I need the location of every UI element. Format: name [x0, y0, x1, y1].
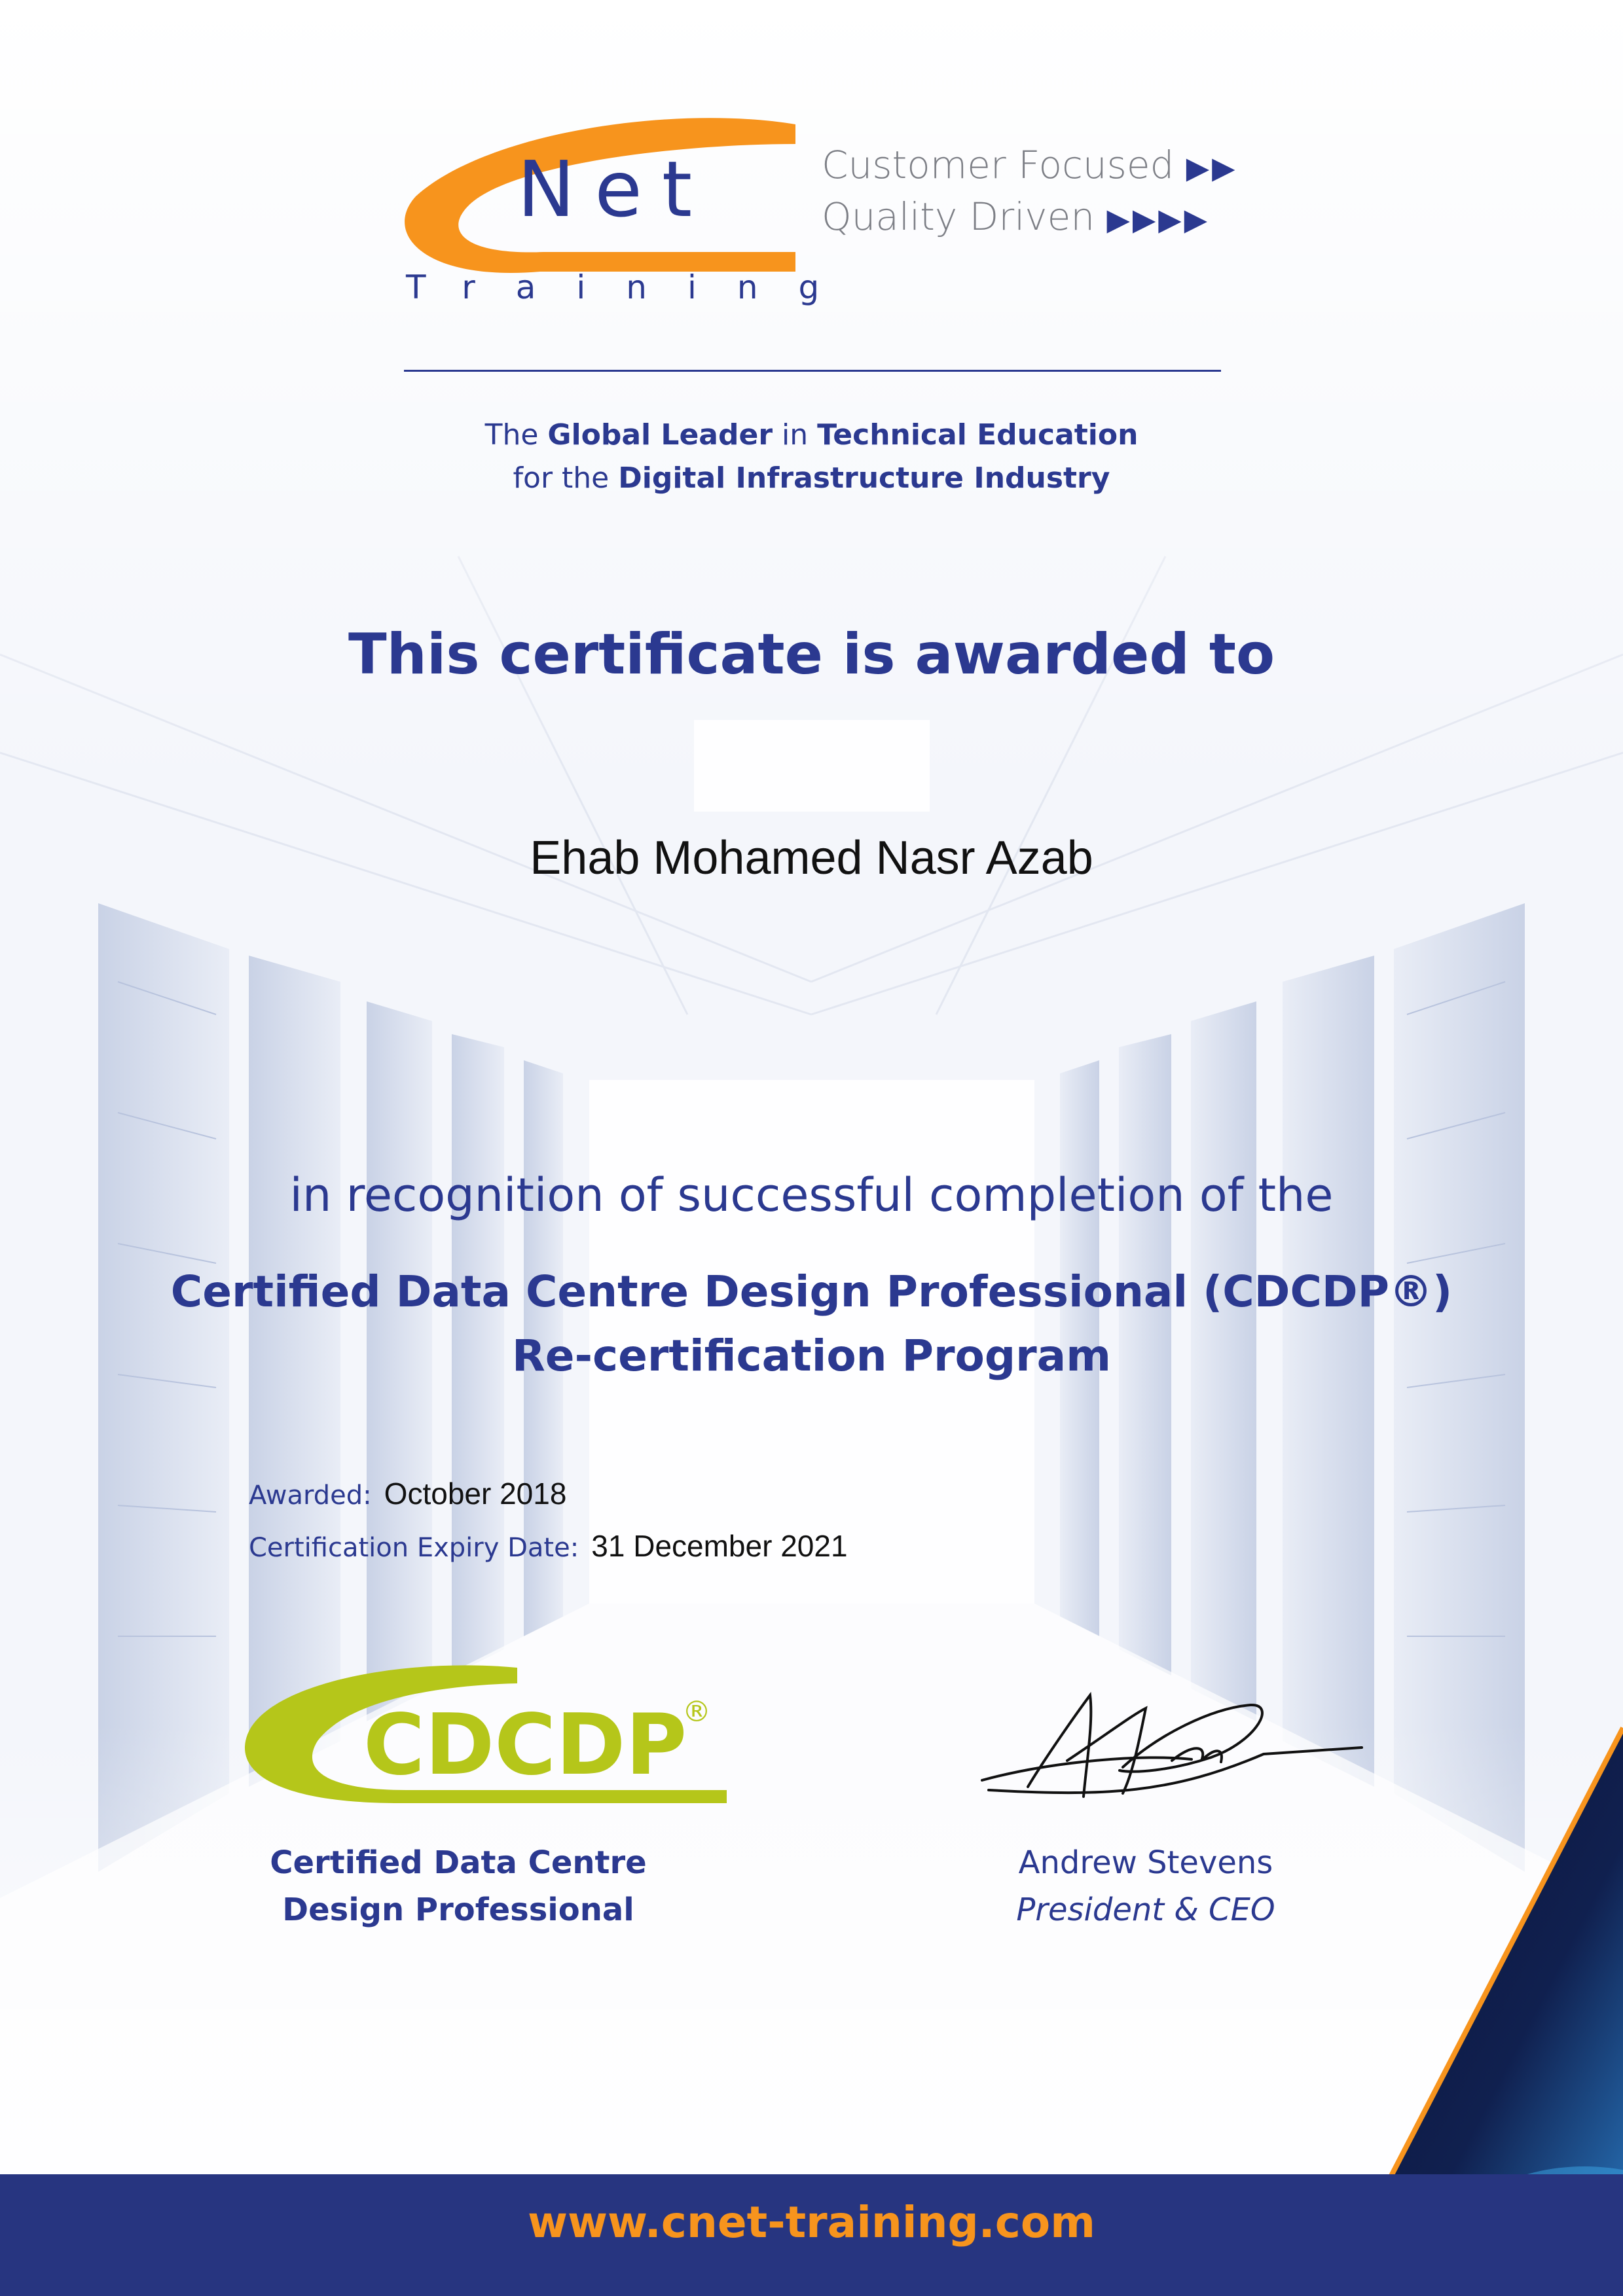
expiry-row: [249, 1528, 848, 1564]
program-name-line-2: Re-certification Program: [511, 1331, 1111, 1381]
footer-website-link[interactable]: www.cnet-training.com: [528, 2197, 1095, 2248]
logo-training-text: Training: [406, 268, 860, 306]
recognition-text: in recognition of successful completion of the: [289, 1168, 1334, 1222]
badge-caption-line-1: Certified Data Centre: [270, 1844, 647, 1881]
badge-caption: [196, 1839, 720, 1933]
header-divider: [404, 370, 1221, 372]
ceo-signature: [976, 1682, 1368, 1826]
tagline-line-2: [822, 191, 1210, 245]
signatory-name: Andrew Stevens: [1018, 1844, 1273, 1881]
tagline-text-1: Customer Focused: [822, 143, 1175, 187]
cdcdp-logo: [242, 1662, 727, 1820]
cdcdp-logo-text: CDCDP: [363, 1696, 687, 1794]
cdcdp-registered-mark: ®: [682, 1695, 711, 1729]
badge-caption-line-2: Design Professional: [282, 1892, 634, 1928]
awarded-value: October 2018: [384, 1477, 567, 1511]
signatory-title: President & CEO: [1016, 1892, 1275, 1928]
logo-net-text: Net: [517, 144, 712, 234]
expiry-label: Certification Expiry Date:: [249, 1533, 579, 1563]
leader-line-1: The Global Leader in Technical Education: [484, 418, 1139, 452]
tagline-arrows-2: ▶▶▶▶: [1106, 202, 1211, 237]
awarded-row: [249, 1476, 566, 1511]
recipient-name: Ehab Mohamed Nasr Azab: [530, 832, 1093, 884]
program-name-line-1: Certified Data Centre Design Professional (CDCDP®): [170, 1266, 1453, 1317]
tagline-line-1: [822, 139, 1238, 193]
leader-line-2: for the Digital Infrastructure Industry: [513, 461, 1110, 495]
tagline-text-2: Quality Driven: [822, 194, 1095, 239]
certificate-heading: This certificate is awarded to: [348, 622, 1275, 687]
tagline-arrows-1: ▶▶: [1186, 150, 1238, 185]
expiry-value: 31 December 2021: [591, 1529, 848, 1563]
awarded-label: Awarded:: [249, 1480, 372, 1511]
